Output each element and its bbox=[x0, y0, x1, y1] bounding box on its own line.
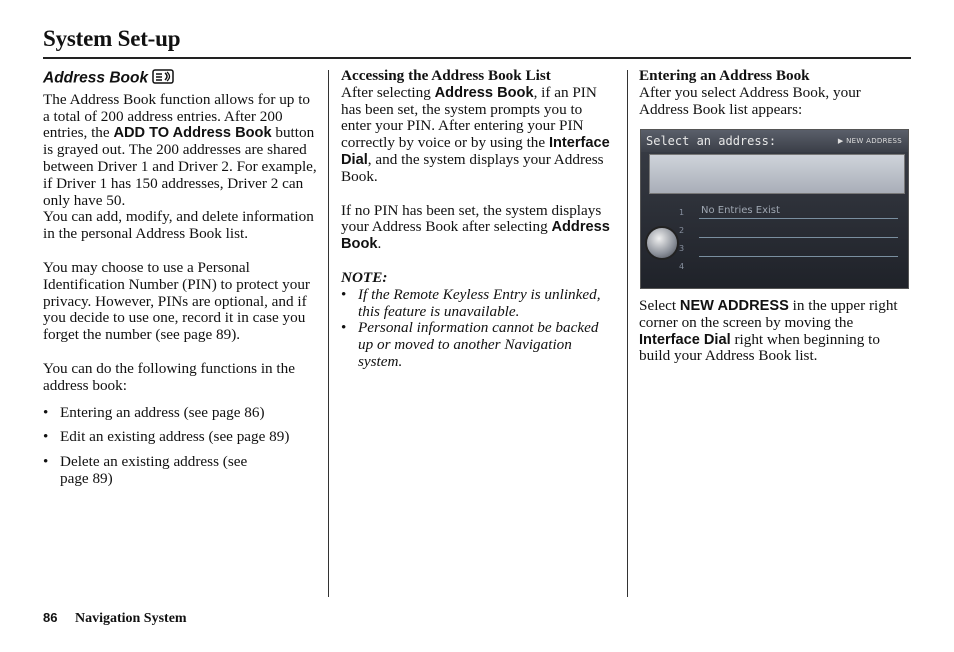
list-item: • If the Remote Keyless Entry is unlinked, this feature is unavailable. bbox=[341, 287, 613, 321]
screen-row-numbers: 1 2 3 4 bbox=[679, 208, 685, 271]
title-rule bbox=[43, 57, 911, 59]
section-heading-accessing: Accessing the Address Book List bbox=[341, 67, 551, 84]
list-item: No Entries Exist bbox=[699, 200, 898, 219]
section-heading-address-book: Address Book bbox=[43, 69, 149, 87]
paragraph-new-address: Select NEW ADDRESS in the upper right corner on the screen by moving the Interface Dial right when beginning to build your Address Book list. bbox=[639, 297, 898, 365]
list-item bbox=[699, 219, 898, 238]
paragraph-functions: You can do the following functions in the address book: bbox=[43, 359, 295, 394]
list-item bbox=[699, 238, 898, 257]
screen-title: Select an address: bbox=[646, 134, 777, 148]
list-item: • Personal information cannot be backed up or moved to another Navigation system. bbox=[341, 320, 613, 370]
note-title: NOTE: bbox=[341, 268, 388, 286]
page-footer bbox=[43, 610, 187, 627]
paragraph-intro: The Address Book function allows for up to a total of 200 address entries. After 200 entries, the ADD TO Address Book button is grayed out. The 200 addresses are shared between Driver 1 and Driver 2. For example, if Driver 1 has 150 addresses, Driver 2 can only have 50. bbox=[43, 90, 317, 209]
paragraph-modify: You can add, modify, and delete information in the personal Address Book list. bbox=[43, 208, 314, 243]
paragraph-pin: You may choose to use a Personal Identification Number (PIN) to protect your privacy. However, PINs are optional, and if you decide to use one, record it in case you forget the number (see page 89). bbox=[43, 258, 310, 344]
screen-address-field bbox=[649, 154, 905, 194]
page-title: System Set-up bbox=[43, 26, 181, 51]
list-item: • Delete an existing address (see page 89) bbox=[43, 454, 275, 488]
paragraph-accessing: After selecting Address Book, if an PIN has been set, the system prompts you to enter your PIN. After entering your PIN correctly by voice or by using the Interface Dial, and the system displays your Address Book. bbox=[341, 83, 610, 185]
list-item: • Edit an existing address (see page 89) bbox=[43, 429, 318, 446]
paragraph-entering: After you select Address Book, your Address Book list appears: bbox=[639, 83, 861, 118]
page-number: 86 bbox=[43, 610, 58, 625]
column-address-book bbox=[43, 68, 318, 488]
column-entering bbox=[639, 68, 911, 118]
column-entering-lower bbox=[639, 298, 911, 365]
footer-label: Navigation System bbox=[74, 611, 187, 626]
screen-entry-list bbox=[699, 200, 898, 282]
column-divider bbox=[627, 70, 628, 597]
voice-command-icon bbox=[152, 68, 174, 90]
functions-list bbox=[43, 405, 318, 488]
column-divider bbox=[328, 70, 329, 597]
list-item bbox=[699, 257, 898, 275]
paragraph-no-pin: If no PIN has been set, the system displays your Address Book after selecting Address Book. bbox=[341, 201, 610, 253]
interface-dial-icon bbox=[645, 226, 679, 260]
column-accessing bbox=[341, 68, 613, 371]
screen-new-address-button: ▶ NEW ADDRESS bbox=[838, 137, 902, 145]
notes-list bbox=[341, 287, 613, 371]
list-item: • Entering an address (see page 86) bbox=[43, 405, 318, 422]
address-book-screen-image bbox=[640, 129, 909, 289]
section-heading-entering: Entering an Address Book bbox=[639, 67, 810, 84]
